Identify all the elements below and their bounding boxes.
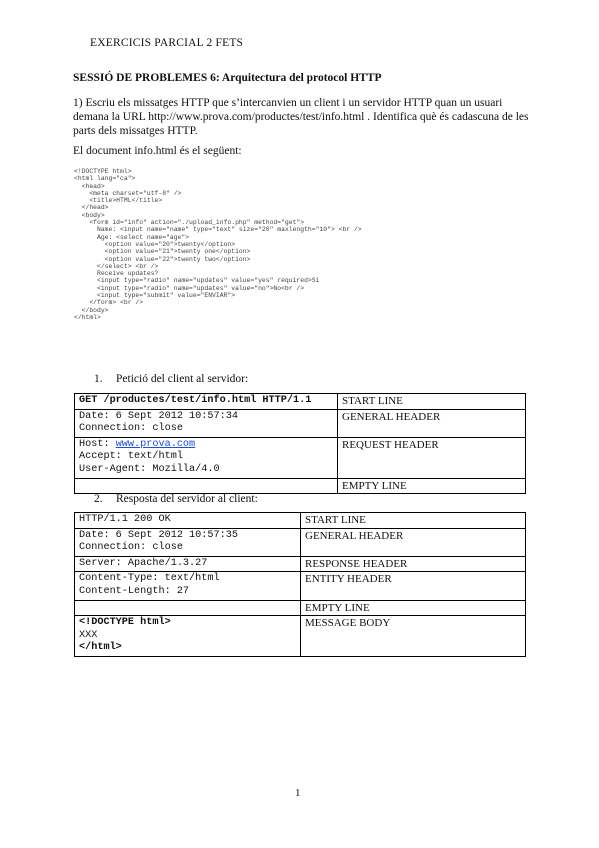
table-cell: RESPONSE HEADER bbox=[301, 556, 526, 572]
code-line: <html lang="ca"> bbox=[74, 175, 136, 183]
table-row bbox=[75, 616, 526, 657]
code-line: Name: <input name="name" type="text" size="20" maxlength="10"> <br /> bbox=[74, 226, 362, 234]
table-cell bbox=[75, 409, 338, 437]
code-line: </form> <br /> bbox=[74, 299, 144, 307]
cell-line: Content-Length: 27 bbox=[79, 585, 190, 597]
table-cell: START LINE bbox=[301, 513, 526, 529]
table-cell bbox=[75, 600, 301, 616]
table-row bbox=[75, 556, 526, 572]
cell-line: HTTP/1.1 200 OK bbox=[79, 514, 171, 525]
code-line: Age: <select name="age"> bbox=[74, 233, 190, 241]
cell-line: Accept: text/html bbox=[79, 451, 183, 463]
table-cell: GENERAL HEADER bbox=[301, 528, 526, 556]
table-row bbox=[75, 528, 526, 556]
question-text: 1) Escriu els missatges HTTP que s’intercanvien un client i un servidor HTTP quan un usuari demana la URL http://www.prova.com/productes/test/info.html . Identifica què és cadascuna de les parts dels missatges HTTP. bbox=[73, 97, 529, 138]
table-cell: MESSAGE BODY bbox=[301, 616, 526, 657]
table-cell: EMPTY LINE bbox=[338, 478, 526, 494]
section-title: SESSIÓ DE PROBLEMES 6: Arquitectura del protocol HTTP bbox=[73, 72, 382, 84]
code-line: <form id="info" action="./upload_info.php" method="get"> bbox=[74, 219, 305, 227]
table-row bbox=[75, 572, 526, 600]
table-row bbox=[75, 513, 526, 529]
table-cell: EMPTY LINE bbox=[301, 600, 526, 616]
request-table bbox=[74, 393, 526, 494]
table-cell: ENTITY HEADER bbox=[301, 572, 526, 600]
code-line: </select> <br /> bbox=[74, 262, 159, 270]
table-row bbox=[75, 394, 526, 410]
table-cell bbox=[75, 528, 301, 556]
code-line: <input type="radio" name="updates" value="no">No<br /> bbox=[74, 284, 305, 292]
code-line: Receive updates? bbox=[74, 270, 159, 278]
table-row bbox=[75, 409, 526, 437]
cell-line bbox=[79, 439, 333, 452]
page-number: 1 bbox=[295, 787, 301, 799]
cell-line bbox=[79, 602, 296, 615]
cell-line: </html> bbox=[79, 642, 122, 654]
cell-line: Server: Apache/1.3.27 bbox=[79, 557, 208, 569]
list-item-request bbox=[94, 373, 248, 385]
code-line: </html> bbox=[74, 313, 101, 321]
table-cell bbox=[75, 394, 338, 410]
list-label: Resposta del servidor al client: bbox=[116, 493, 258, 505]
list-item-response bbox=[94, 493, 258, 505]
table-cell bbox=[75, 572, 301, 600]
code-line: <option value="22">twenty two</option> bbox=[74, 255, 251, 263]
code-line: </head> bbox=[74, 204, 109, 212]
code-line: <input type="radio" name="updates" value="yes" required>Si bbox=[74, 277, 320, 285]
cell-line: <!DOCTYPE html> bbox=[79, 617, 171, 629]
code-line: </body> bbox=[74, 306, 109, 314]
cell-line: Date: 6 Sept 2012 10:57:34 bbox=[79, 410, 238, 422]
list-number: 1. bbox=[94, 373, 103, 385]
code-line: <meta charset="utf-8" /> bbox=[74, 189, 182, 197]
host-link[interactable]: www.prova.com bbox=[115, 438, 196, 450]
table-row bbox=[75, 600, 526, 616]
table-cell bbox=[75, 513, 301, 529]
list-number: 2. bbox=[94, 493, 103, 505]
code-listing bbox=[74, 168, 374, 321]
table-cell: REQUEST HEADER bbox=[338, 437, 526, 478]
table-row bbox=[75, 478, 526, 494]
list-label: Petició del client al servidor: bbox=[116, 373, 249, 385]
page-header: EXERCICIS PARCIAL 2 FETS bbox=[90, 37, 244, 49]
table-cell bbox=[75, 556, 301, 572]
table-cell: START LINE bbox=[338, 394, 526, 410]
host-prefix: Host: bbox=[79, 438, 116, 450]
code-line: <option value="20">twenty</option> bbox=[74, 240, 236, 248]
cell-line: Content-Type: text/html bbox=[79, 573, 220, 585]
cell-line: Connection: close bbox=[79, 423, 183, 435]
response-table bbox=[74, 512, 526, 657]
cell-line bbox=[79, 480, 333, 493]
code-line: <!DOCTYPE html> bbox=[74, 168, 132, 175]
cell-line: Connection: close bbox=[79, 542, 183, 554]
document-intro: El document info.html és el següent: bbox=[73, 145, 242, 157]
code-line: <head> bbox=[74, 182, 105, 190]
table-cell: GENERAL HEADER bbox=[338, 409, 526, 437]
code-line: <body> bbox=[74, 211, 105, 219]
cell-line: XXX bbox=[79, 629, 98, 641]
cell-line: Date: 6 Sept 2012 10:57:35 bbox=[79, 529, 238, 541]
table-cell bbox=[75, 437, 338, 478]
cell-line: GET /productes/test/info.html HTTP/1.1 bbox=[79, 395, 312, 406]
table-cell bbox=[75, 478, 338, 494]
code-line: <input type="submit" value="ENVIAR"> bbox=[74, 292, 236, 300]
cell-line: User-Agent: Mozilla/4.0 bbox=[79, 463, 220, 475]
code-line: <title>HTML</title> bbox=[74, 197, 163, 205]
table-row bbox=[75, 437, 526, 478]
code-line: <option value="21">twenty one</option> bbox=[74, 248, 251, 256]
table-cell bbox=[75, 616, 301, 657]
